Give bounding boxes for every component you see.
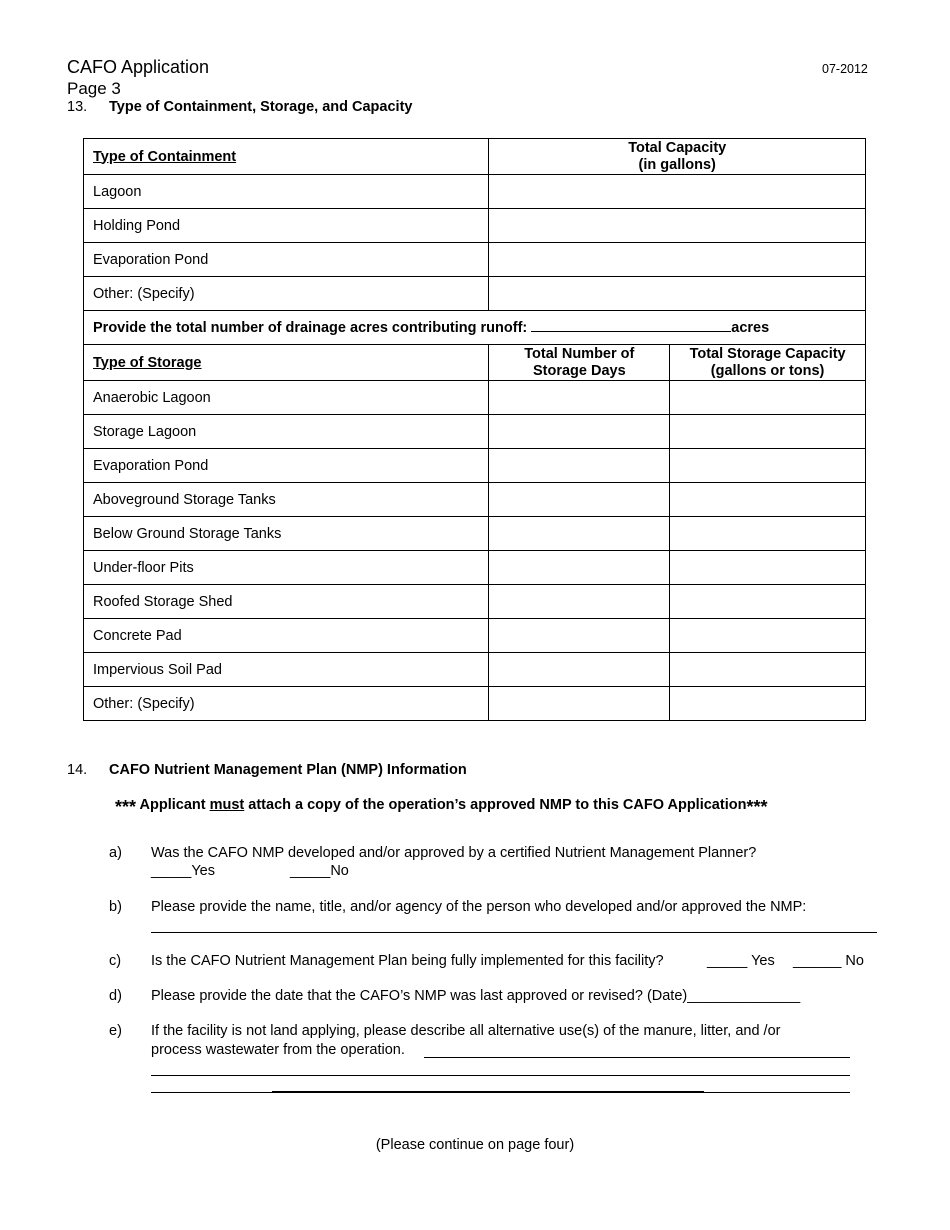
question-a-yes[interactable]: _____Yes: [151, 863, 215, 879]
section-14-title: CAFO Nutrient Management Plan (NMP) Information: [109, 762, 467, 778]
storage-capacity-input-cell[interactable]: [670, 415, 866, 449]
storage-days-input-cell[interactable]: [489, 381, 670, 415]
storage-capacity-input-cell[interactable]: [670, 517, 866, 551]
question-e-answer-line-1[interactable]: [424, 1057, 850, 1058]
question-b-letter: b): [109, 899, 122, 915]
storage-type-cell: Under-floor Pits: [84, 551, 489, 585]
notice-stars-left: ***: [115, 797, 137, 817]
storage-capacity-input-cell[interactable]: [670, 653, 866, 687]
storage-type-cell: Roofed Storage Shed: [84, 585, 489, 619]
section-13-title: Type of Containment, Storage, and Capacity: [109, 99, 413, 115]
storage-days-input-cell[interactable]: [489, 653, 670, 687]
question-d-text[interactable]: Please provide the date that the CAFO’s NMP was last approved or revised? (Date)______________: [151, 988, 801, 1004]
question-e-answer-line-3[interactable]: [151, 1092, 850, 1093]
table-row: [84, 175, 866, 209]
storage-type-header: Type of Storage: [84, 345, 489, 381]
containment-type-cell: Lagoon: [84, 175, 489, 209]
storage-capacity-input-cell[interactable]: [670, 381, 866, 415]
total-capacity-header-line2: (in gallons): [638, 156, 716, 173]
storage-type-cell: Other: (Specify): [84, 687, 489, 721]
question-a-letter: a): [109, 845, 122, 861]
question-b-text: Please provide the name, title, and/or agency of the person who developed and/or approved the NMP:: [151, 899, 807, 915]
storage-days-header-line1: Total Number of: [524, 345, 635, 362]
table-row: [84, 449, 866, 483]
section-13-number: 13.: [67, 99, 88, 115]
question-e-letter: e): [109, 1023, 122, 1039]
nmp-attachment-notice: [115, 797, 767, 818]
storage-type-cell: Storage Lagoon: [84, 415, 489, 449]
containment-type-cell: Holding Pond: [84, 209, 489, 243]
total-capacity-header: [489, 139, 866, 175]
storage-type-cell: Below Ground Storage Tanks: [84, 517, 489, 551]
drainage-unit: acres: [731, 320, 770, 336]
storage-type-cell: Concrete Pad: [84, 619, 489, 653]
storage-capacity-header-line1: Total Storage Capacity: [689, 345, 846, 362]
capacity-input-cell[interactable]: [489, 243, 866, 277]
application-title: CAFO Application: [67, 57, 210, 77]
question-c-text: Is the CAFO Nutrient Management Plan being fully implemented for this facility?: [151, 953, 664, 969]
storage-capacity-input-cell[interactable]: [670, 551, 866, 585]
question-e-line2: process wastewater from the operation.: [151, 1042, 405, 1058]
storage-days-input-cell[interactable]: [489, 687, 670, 721]
storage-days-header-line2: Storage Days: [532, 362, 626, 379]
storage-capacity-input-cell[interactable]: [670, 619, 866, 653]
table-row: [84, 243, 866, 277]
notice-must: must: [209, 797, 245, 813]
table-row: [84, 585, 866, 619]
capacity-input-cell[interactable]: [489, 175, 866, 209]
question-a-no[interactable]: _____No: [290, 863, 349, 879]
question-c-no[interactable]: ______ No: [793, 953, 864, 969]
containment-type-cell: Evaporation Pond: [84, 243, 489, 277]
table-row: [84, 415, 866, 449]
question-e-line-accent-1: [248, 1075, 292, 1076]
form-date-code: 07-2012: [822, 62, 868, 76]
table-row: [84, 381, 866, 415]
question-b-answer-line[interactable]: [151, 932, 877, 933]
section-14-number: 14.: [67, 762, 88, 778]
drainage-row: [84, 311, 866, 345]
storage-days-input-cell[interactable]: [489, 619, 670, 653]
containment-header-row: [84, 139, 866, 175]
notice-stars-right: ***: [746, 797, 768, 817]
continue-note: (Please continue on page four): [375, 1137, 575, 1153]
drainage-prompt: Provide the total number of drainage acres contributing runoff:: [93, 320, 528, 336]
question-e-line1: If the facility is not land applying, please describe all alternative use(s) of the manure, litter, and /or: [151, 1023, 781, 1039]
storage-type-cell: Evaporation Pond: [84, 449, 489, 483]
storage-days-header: [489, 345, 670, 381]
table-row: [84, 483, 866, 517]
storage-capacity-input-cell[interactable]: [670, 483, 866, 517]
containment-type-header: Type of Containment: [84, 139, 489, 175]
storage-days-input-cell[interactable]: [489, 415, 670, 449]
table-row: [84, 277, 866, 311]
question-d-letter: d): [109, 988, 122, 1004]
containment-type-cell: Other: (Specify): [84, 277, 489, 311]
storage-type-cell: Anaerobic Lagoon: [84, 381, 489, 415]
question-c-letter: c): [109, 953, 122, 969]
storage-capacity-input-cell[interactable]: [670, 687, 866, 721]
table-row: [84, 517, 866, 551]
storage-days-input-cell[interactable]: [489, 483, 670, 517]
total-capacity-header-line1: Total Capacity: [628, 139, 727, 156]
containment-storage-table: [83, 138, 866, 721]
storage-days-input-cell[interactable]: [489, 449, 670, 483]
table-row: [84, 209, 866, 243]
storage-capacity-input-cell[interactable]: [670, 449, 866, 483]
page-number: Page 3: [67, 79, 121, 98]
table-row: [84, 687, 866, 721]
table-row: [84, 551, 866, 585]
notice-text-1: Applicant: [139, 797, 210, 813]
notice-text-2: attach a copy of the operation’s approved NMP to this CAFO Application: [244, 797, 747, 813]
capacity-input-cell[interactable]: [489, 277, 866, 311]
question-c-yes[interactable]: _____ Yes: [707, 953, 775, 969]
question-a-text: Was the CAFO NMP developed and/or approved by a certified Nutrient Management Planner?: [151, 845, 757, 861]
storage-days-input-cell[interactable]: [489, 517, 670, 551]
question-e-line-accent-2: [272, 1091, 704, 1092]
storage-days-input-cell[interactable]: [489, 585, 670, 619]
drainage-acres-field[interactable]: [531, 319, 731, 332]
storage-type-cell: Impervious Soil Pad: [84, 653, 489, 687]
capacity-input-cell[interactable]: [489, 209, 866, 243]
storage-type-cell: Aboveground Storage Tanks: [84, 483, 489, 517]
drainage-cell: [84, 311, 866, 345]
storage-capacity-input-cell[interactable]: [670, 585, 866, 619]
storage-days-input-cell[interactable]: [489, 551, 670, 585]
table-row: [84, 619, 866, 653]
table-row: [84, 653, 866, 687]
storage-capacity-header: [670, 345, 866, 381]
storage-capacity-header-line2: (gallons or tons): [710, 362, 825, 379]
storage-header-row: [84, 345, 866, 381]
